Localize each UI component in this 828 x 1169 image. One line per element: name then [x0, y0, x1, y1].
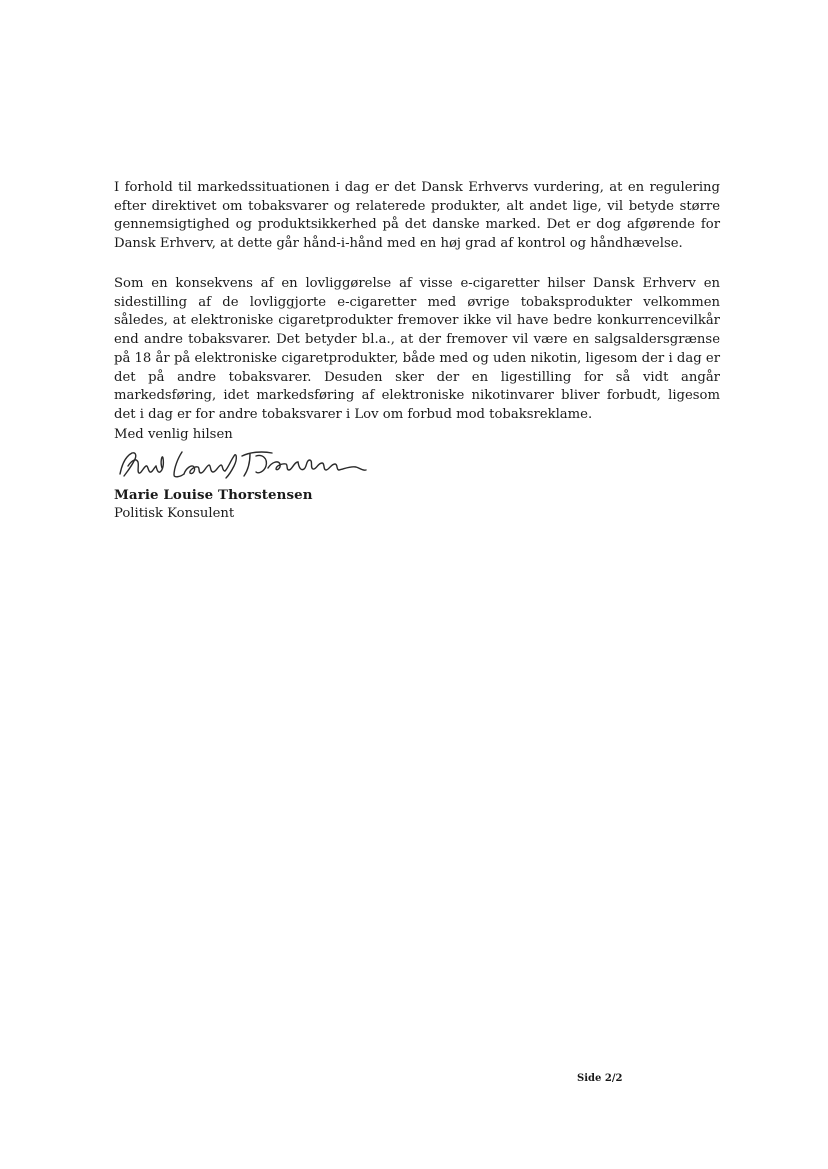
handwritten-signature [110, 444, 370, 488]
body-paragraph-1: I forhold til markedssituationen i dag er det Dansk Erhvervs vurdering, at en regulering efter direktivet om tobaksvarer og relaterede produkter, alt andet lige, vil betyde større gennemsigtighed og produktsikkerhed på det danske marked. Det er dog afgørende for Dansk Erhverv, at dette går hånd-i-hånd med en høj grad af kontrol og håndhævelse. [114, 180, 720, 252]
body-paragraph-2: Som en konsekvens af en lovliggørelse af visse e-cigaretter hilser Dansk Erhverv en sidestilling af de lovliggjorte e-cigaretter med øvrige tobaksprodukter velkommen således, at elektroniske cigaretprodukter fremover ikke vil have bedre konkurrencevilkår end andre tobaksvarer. Det betyder bl.a., at der fremover vil være en salgsaldersgrænse på 18 år på elektroniske cigaretprodukter, både med og uden nikotin, ligesom der i dag er det på andre tobaksvarer. Desuden sker der en ligestilling for så vidt angår markedsføring, idet markedsføring af elektroniske nikotinvarer bliver forbudt, ligesom det i dag er for andre tobaksvarer i Lov om forbud mod tobaksreklame. [114, 276, 720, 422]
signer-title: Politisk Konsulent [114, 506, 235, 521]
page-number: Side 2/2 [577, 1073, 623, 1084]
signer-name: Marie Louise Thorstensen [114, 487, 313, 503]
closing-salutation: Med venlig hilsen [114, 427, 233, 442]
